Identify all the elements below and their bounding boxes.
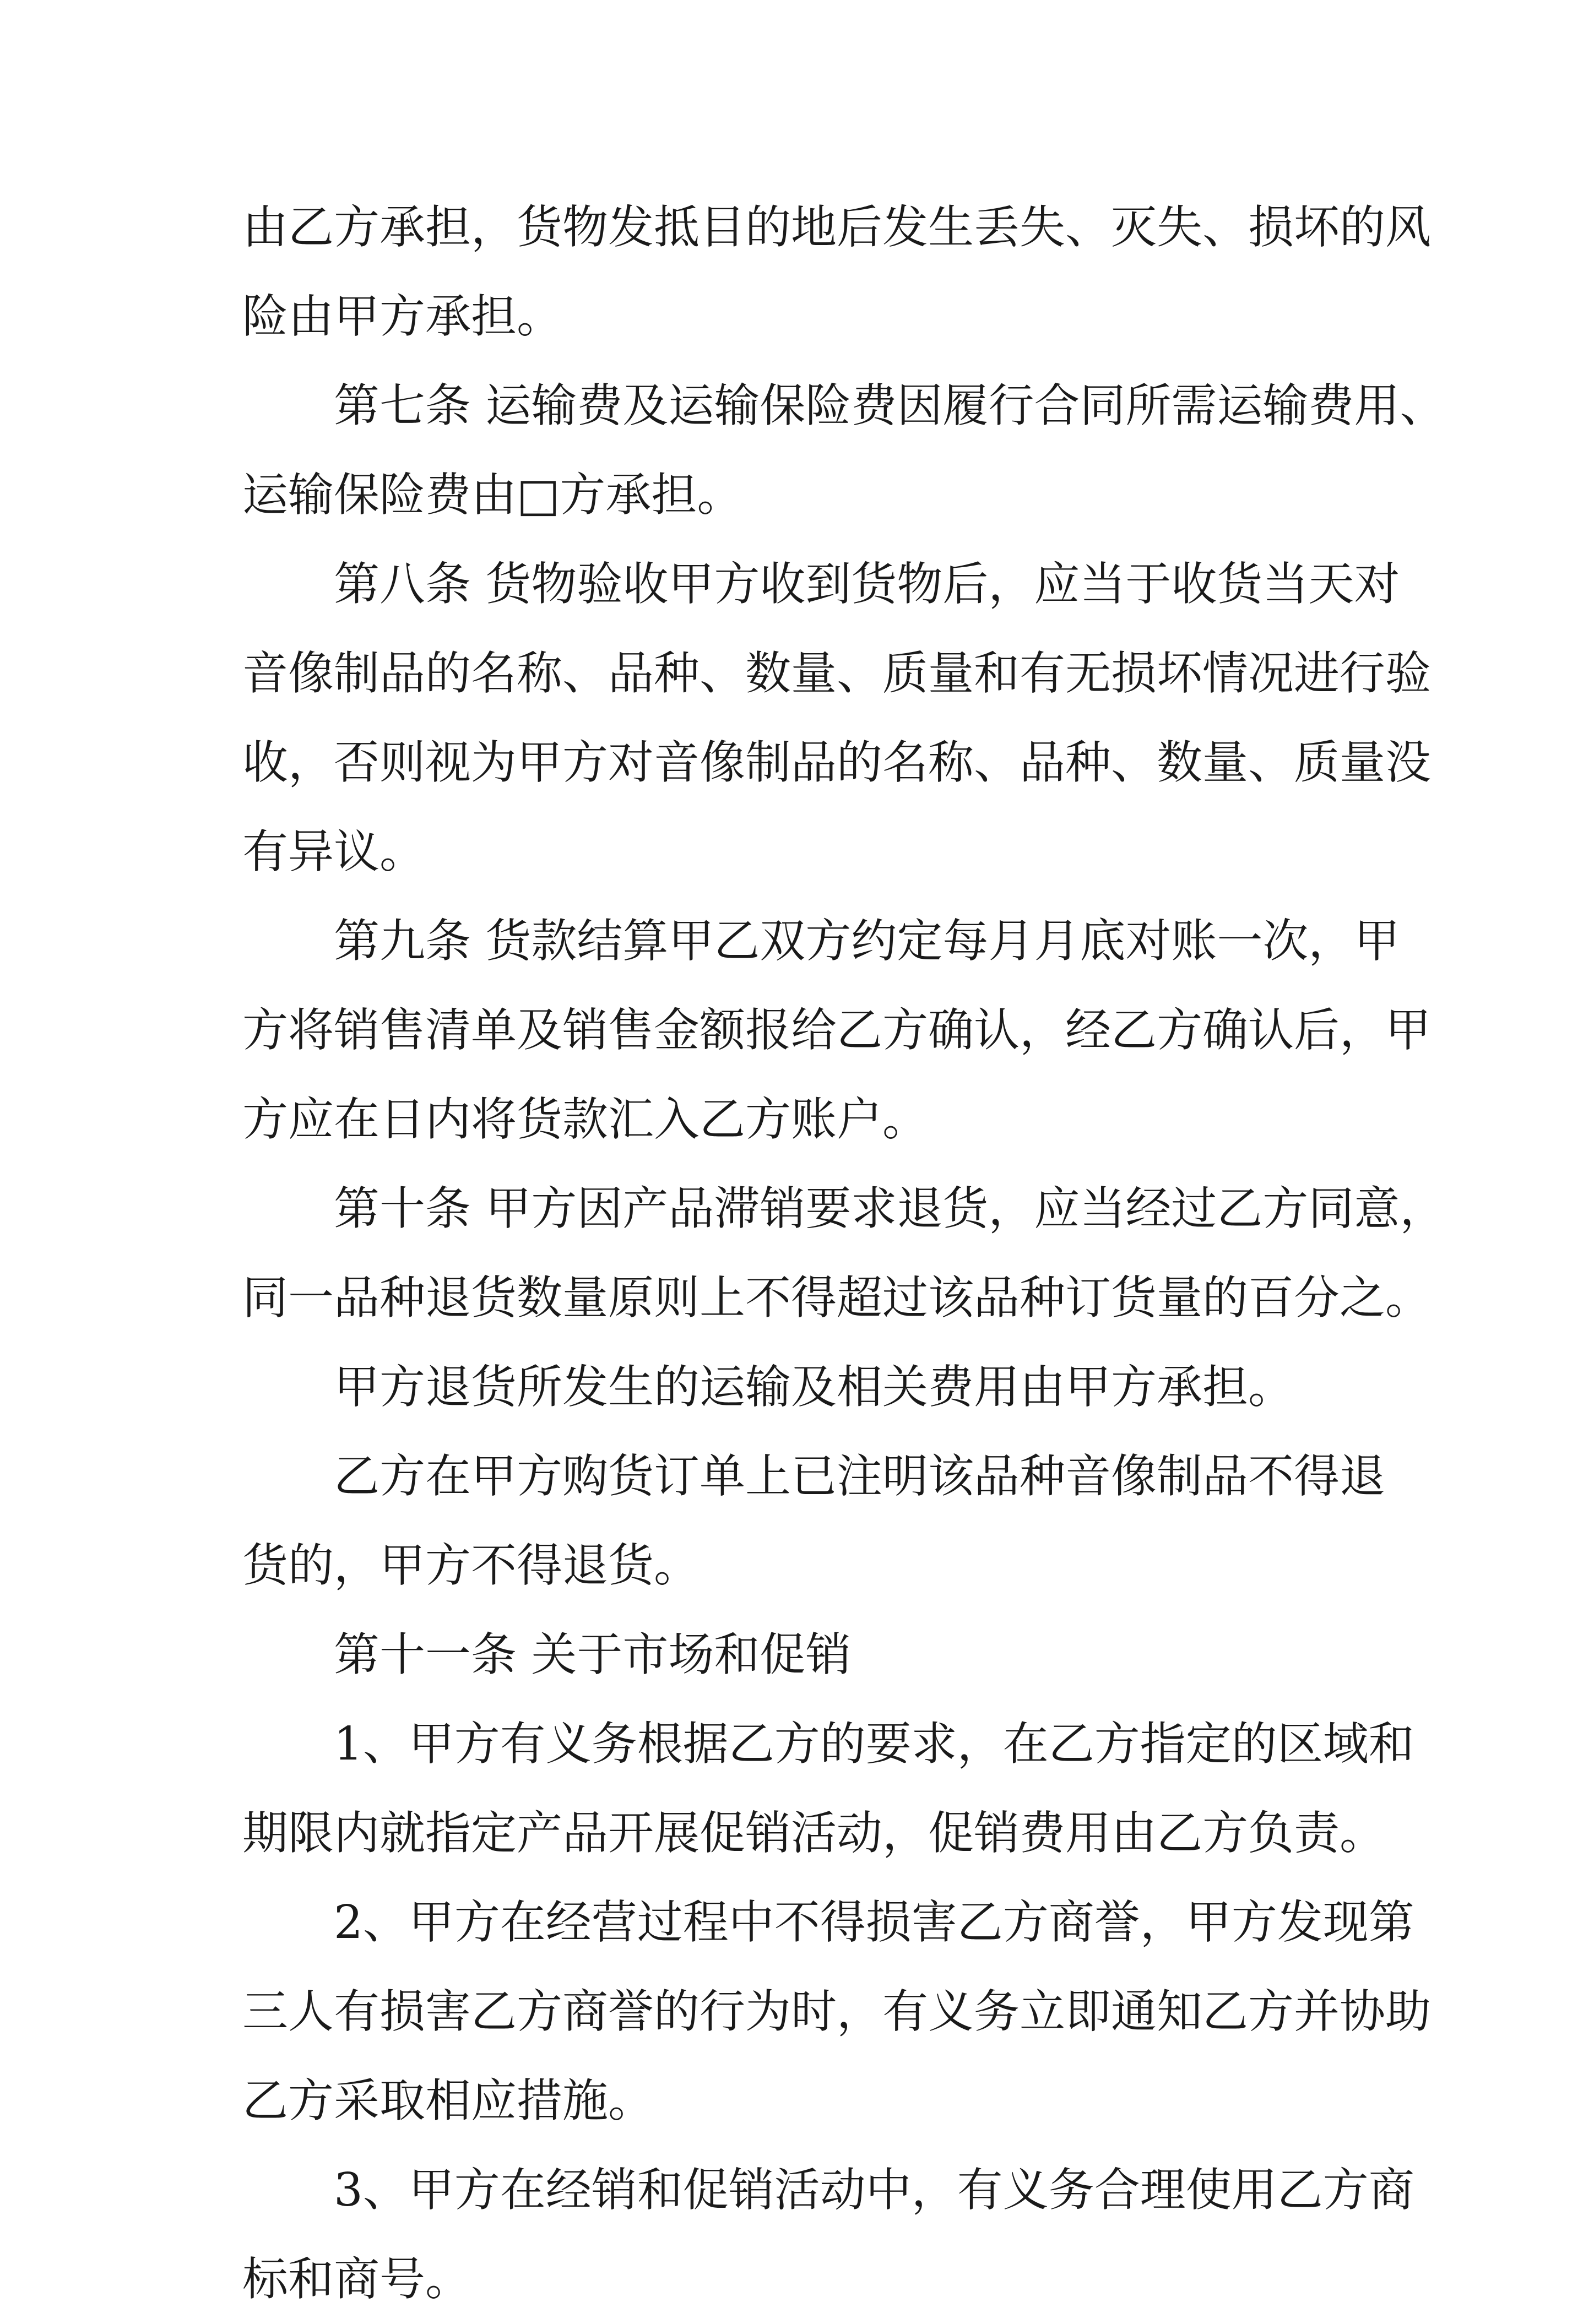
text-line: 音像制品的名称、品种、数量、质量和有无损坏情况进行验 [242,647,1431,700]
article-7-heading-line: 第七条 运输费及运输保险费因履行合同所需运输费用、 [334,379,1446,432]
text-line: 货的，甲方不得退货。 [242,1539,700,1592]
text-line: 方应在日内将货款汇入乙方账户。 [242,1093,928,1146]
text-line: 乙方采取相应措施。 [242,2074,654,2127]
text-line: 三人有损害乙方商誉的行为时，有义务立即通知乙方并协助 [242,1985,1431,2038]
clause-3-line: 3、甲方在经销和促销活动中，有义务合理使用乙方商 [334,2163,1414,2217]
clause-1-line: 1、甲方有义务根据乙方的要求，在乙方指定的区域和 [334,1717,1414,1771]
text-line: 期限内就指定产品开展促销活动，促销费用由乙方负责。 [242,1806,1385,1860]
clause-2-line: 2、甲方在经营过程中不得损害乙方商誉，甲方发现第 [334,1896,1414,1949]
article-11-heading-line: 第十一条 关于市场和促销 [334,1628,852,1681]
text-line: 由乙方承担，货物发抵目的地后发生丢失、灭失、损坏的风 [242,200,1431,254]
text-line: 甲方退货所发生的运输及相关费用由甲方承担。 [334,1360,1294,1414]
text-line: 标和商号。 [242,2252,471,2306]
text-line: 乙方在甲方购货订单上已注明该品种音像制品不得退 [334,1449,1385,1503]
article-9-heading-line: 第九条 货款结算甲乙双方约定每月月底对账一次，甲 [334,914,1400,968]
text-line: 方将销售清单及销售金额报给乙方确认，经乙方确认后，甲 [242,1003,1431,1057]
text-line: 险由甲方承担。 [242,290,562,343]
text-line: 同一品种退货数量原则上不得超过该品种订货量的百分之。 [242,1271,1431,1324]
article-10-heading-line: 第十条 甲方因产品滞销要求退货，应当经过乙方同意， [334,1182,1446,1235]
contract-body-text [242,183,1446,2324]
text-line: 收，否则视为甲方对音像制品的名称、品种、数量、质量没 [242,736,1431,789]
text-line: 有异议。 [242,825,425,878]
article-8-heading-line: 第八条 货物验收甲方收到货物后，应当于收货当天对 [334,557,1400,611]
text-line: 运输保险费由□方承担。 [242,468,743,522]
